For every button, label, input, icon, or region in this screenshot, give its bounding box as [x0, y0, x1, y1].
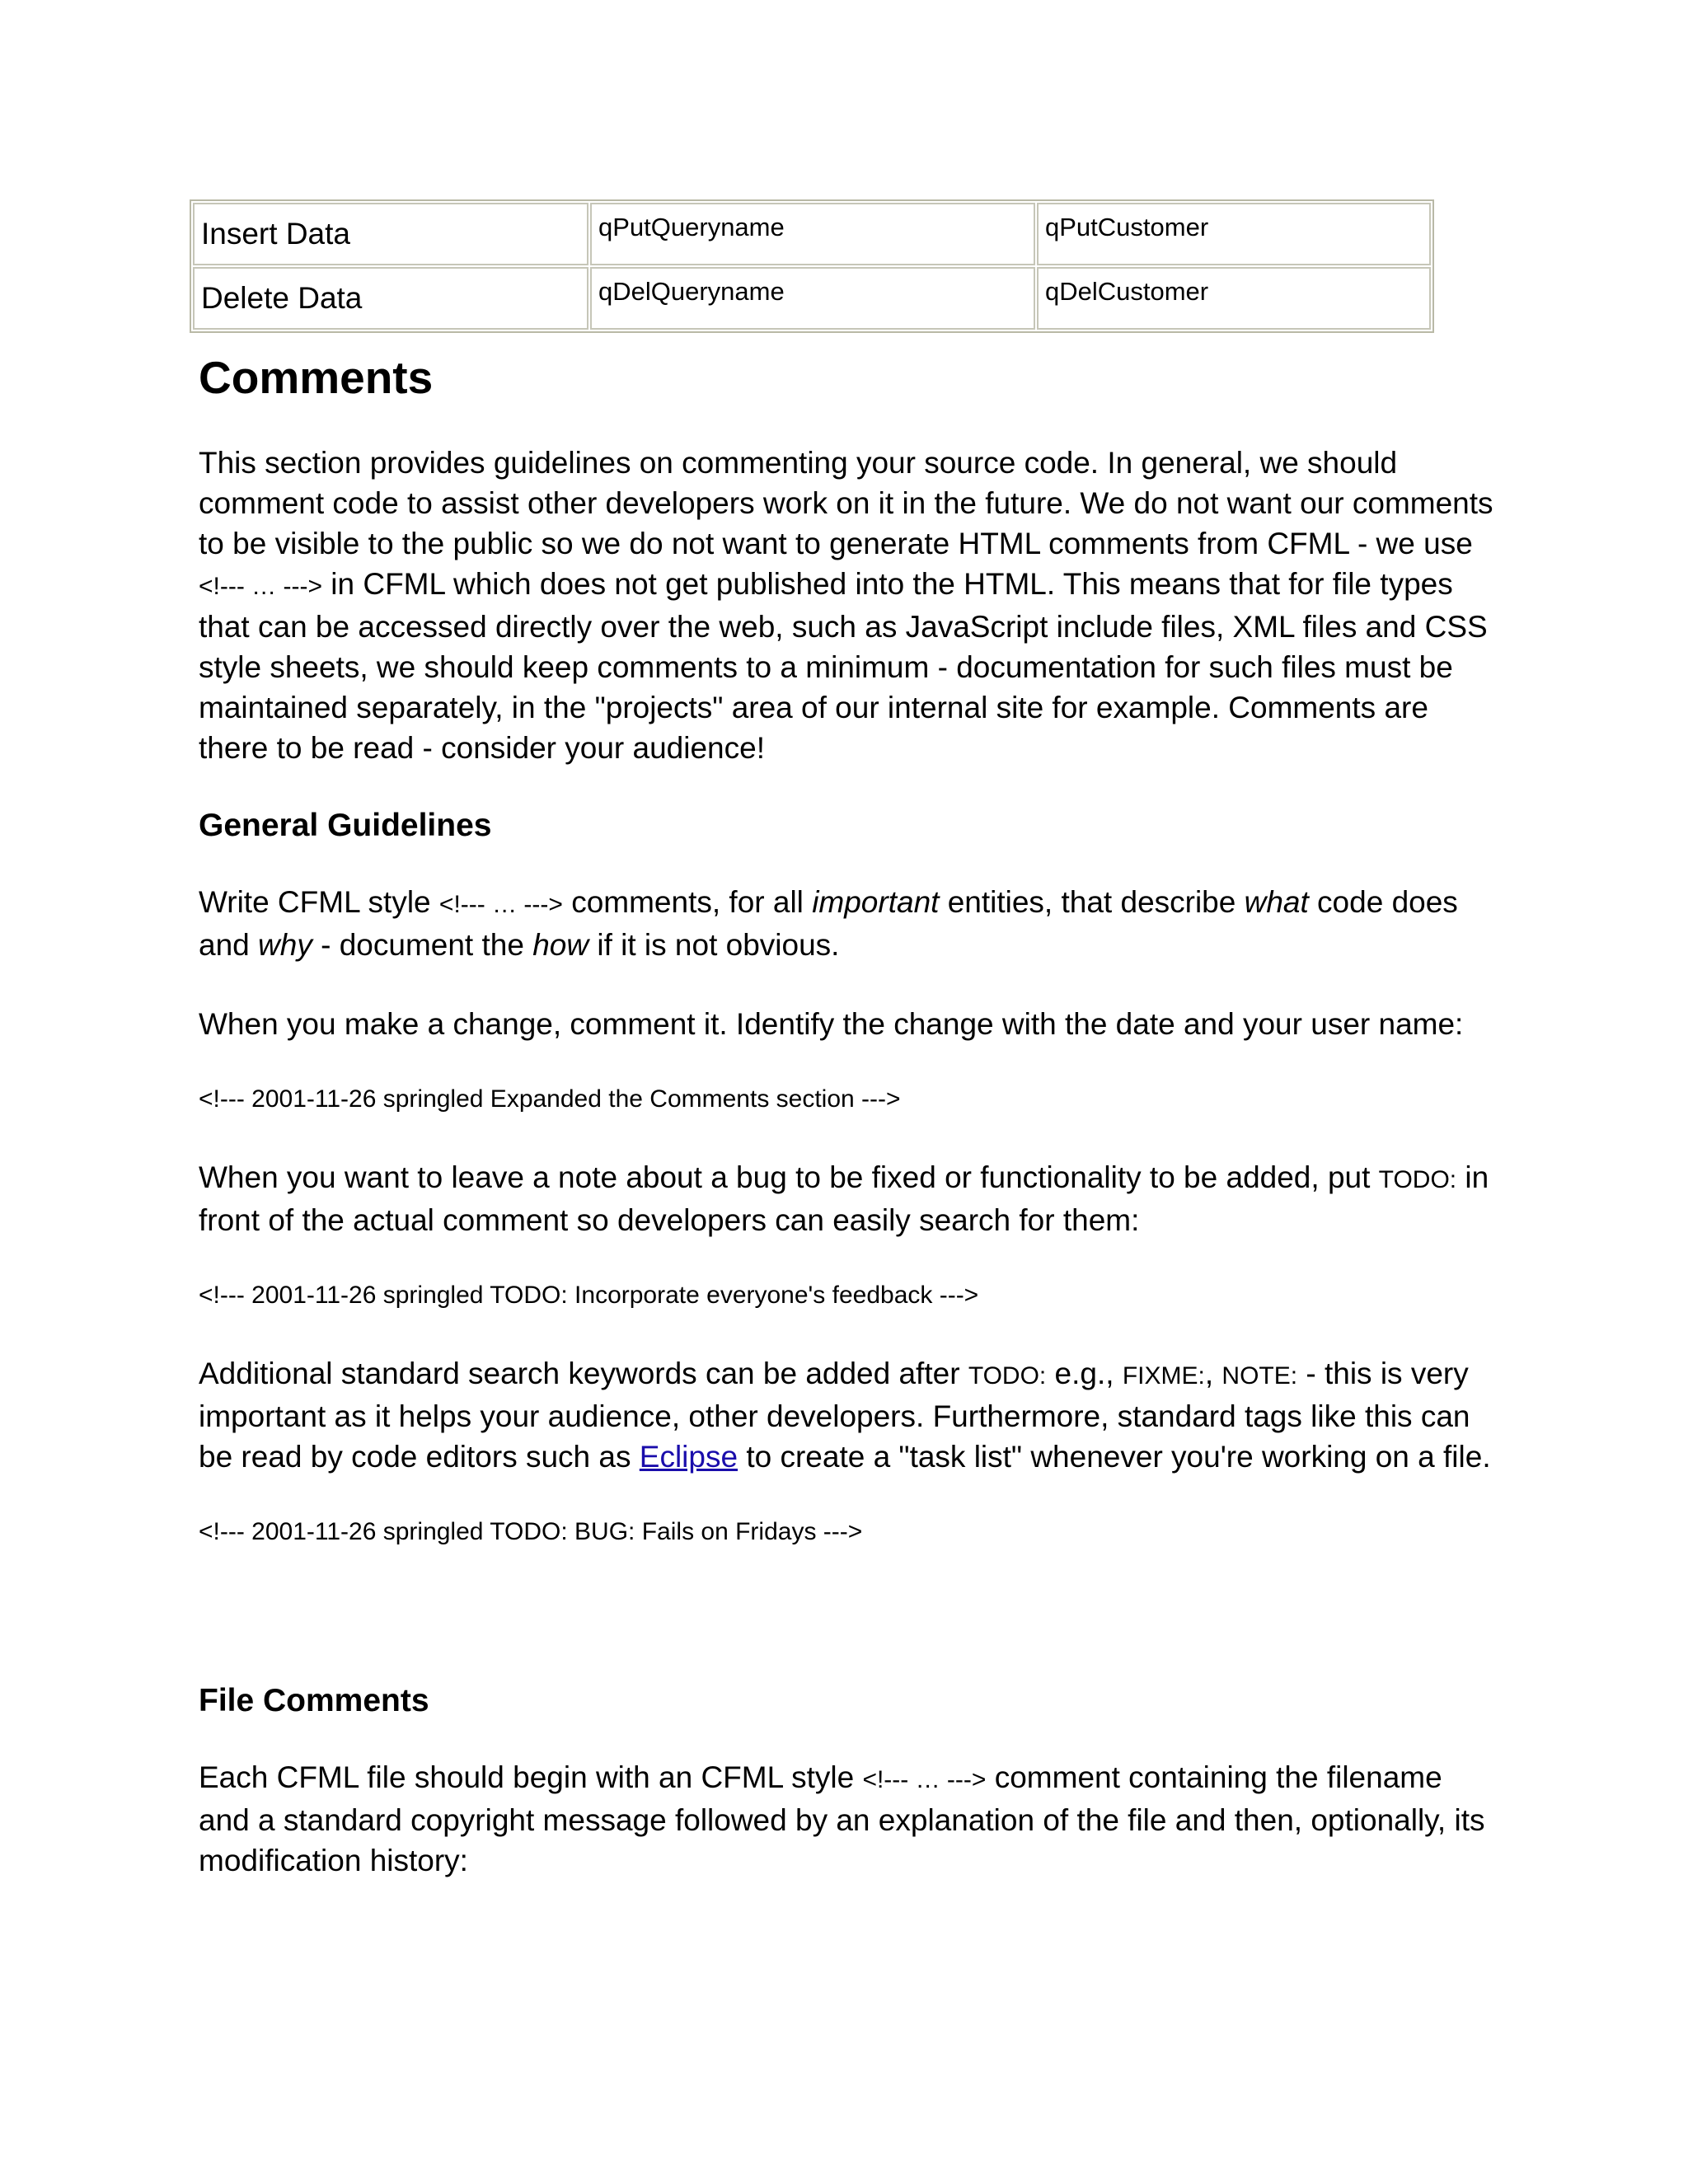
text-span: in front of the actual comment so developers can easily search for them: [199, 1160, 1489, 1237]
code-example-1: <!--- 2001-11-26 springled Expanded the Comments section ---> [199, 1085, 901, 1113]
text-span: comment containing the filename and a standard copyright message followed by an explanation of the file and then, optionally, its modification history: [199, 1760, 1485, 1877]
code-example-3: <!--- 2001-11-26 springled TODO: BUG: Fails on Fridays ---> [199, 1517, 863, 1545]
guidelines-paragraph-1 [199, 882, 1501, 965]
text-span: code does and [199, 884, 1458, 962]
text-span: Additional standard search keywords can be added after [199, 1356, 968, 1390]
guidelines-paragraph-3 [199, 1157, 1501, 1240]
eclipse-link[interactable]: Eclipse [639, 1439, 738, 1474]
inline-code: FIXME: [1122, 1361, 1205, 1390]
text-span: if it is not obvious. [588, 927, 840, 962]
table-cell-action: Delete Data [193, 267, 588, 330]
document-body [199, 350, 1501, 1919]
inline-code: <!--- … ---> [438, 890, 563, 918]
inline-code: NOTE: [1221, 1361, 1298, 1390]
spacer [199, 1590, 1501, 1682]
table-cell-example: qPutCustomer [1037, 203, 1431, 265]
emphasis: why [258, 927, 312, 962]
text-span: - this is very important as it helps your audience, other developers. Furthermore, standard tags like this can be read by code editors such as [199, 1356, 1470, 1474]
table-cell-example: qDelCustomer [1037, 267, 1431, 330]
text-span: to create a "task list" whenever you're working on a file. [738, 1439, 1491, 1474]
table-cell-pattern: qDelQueryname [590, 267, 1035, 330]
general-guidelines-heading: General Guidelines [199, 808, 492, 843]
emphasis: important [812, 884, 940, 919]
file-comments-heading: File Comments [199, 1682, 429, 1718]
table-cell-pattern: qPutQueryname [590, 203, 1035, 265]
text-span: entities, that describe [939, 884, 1245, 919]
table-row [193, 203, 1431, 265]
guidelines-paragraph-4 [199, 1353, 1501, 1477]
text-span: comments, for all [562, 884, 813, 919]
file-comments-paragraph [199, 1757, 1501, 1881]
text-span: When you want to leave a note about a bug to be fixed or functionality to be added, put [199, 1160, 1379, 1194]
table-row [193, 267, 1431, 330]
emphasis: how [532, 927, 589, 962]
emphasis: what [1244, 884, 1309, 919]
table-cell-action: Insert Data [193, 203, 588, 265]
inline-code: <!--- … ---> [862, 1765, 987, 1793]
text-span: e.g., [1046, 1356, 1123, 1390]
naming-conventions-table [190, 199, 1434, 333]
text-span: - document the [312, 927, 533, 962]
text-span: , [1204, 1356, 1222, 1390]
comments-heading: Comments [199, 352, 434, 403]
code-example-2: <!--- 2001-11-26 springled TODO: Incorporate everyone's feedback ---> [199, 1281, 979, 1309]
text-span: Each CFML file should begin with an CFML style [199, 1760, 863, 1794]
text-span: This section provides guidelines on commenting your source code. In general, we should comment code to assist other developers work on it in the future. We do not want our comments to be visible to the public so we do not want to generate HTML comments from CFML - we use [199, 446, 1493, 560]
inline-code: TODO: [1378, 1165, 1457, 1193]
guidelines-paragraph-2: When you make a change, comment it. Identify the change with the date and your user name: [199, 1006, 1464, 1041]
comments-intro-paragraph [199, 443, 1501, 768]
inline-code: <!--- … ---> [199, 573, 322, 600]
inline-code: TODO: [968, 1361, 1047, 1390]
text-span: in CFML which does not get published into the HTML. This means that for file types that can be accessed directly over the web, such as JavaScript include files, XML files and CSS style sheets, we should keep comments to a minimum - documentation for such files must be maintained separately, in the "projects" area of our internal site for example. Comments are there to be read - consider your audience! [199, 567, 1488, 765]
text-span: Write CFML style [199, 884, 439, 919]
